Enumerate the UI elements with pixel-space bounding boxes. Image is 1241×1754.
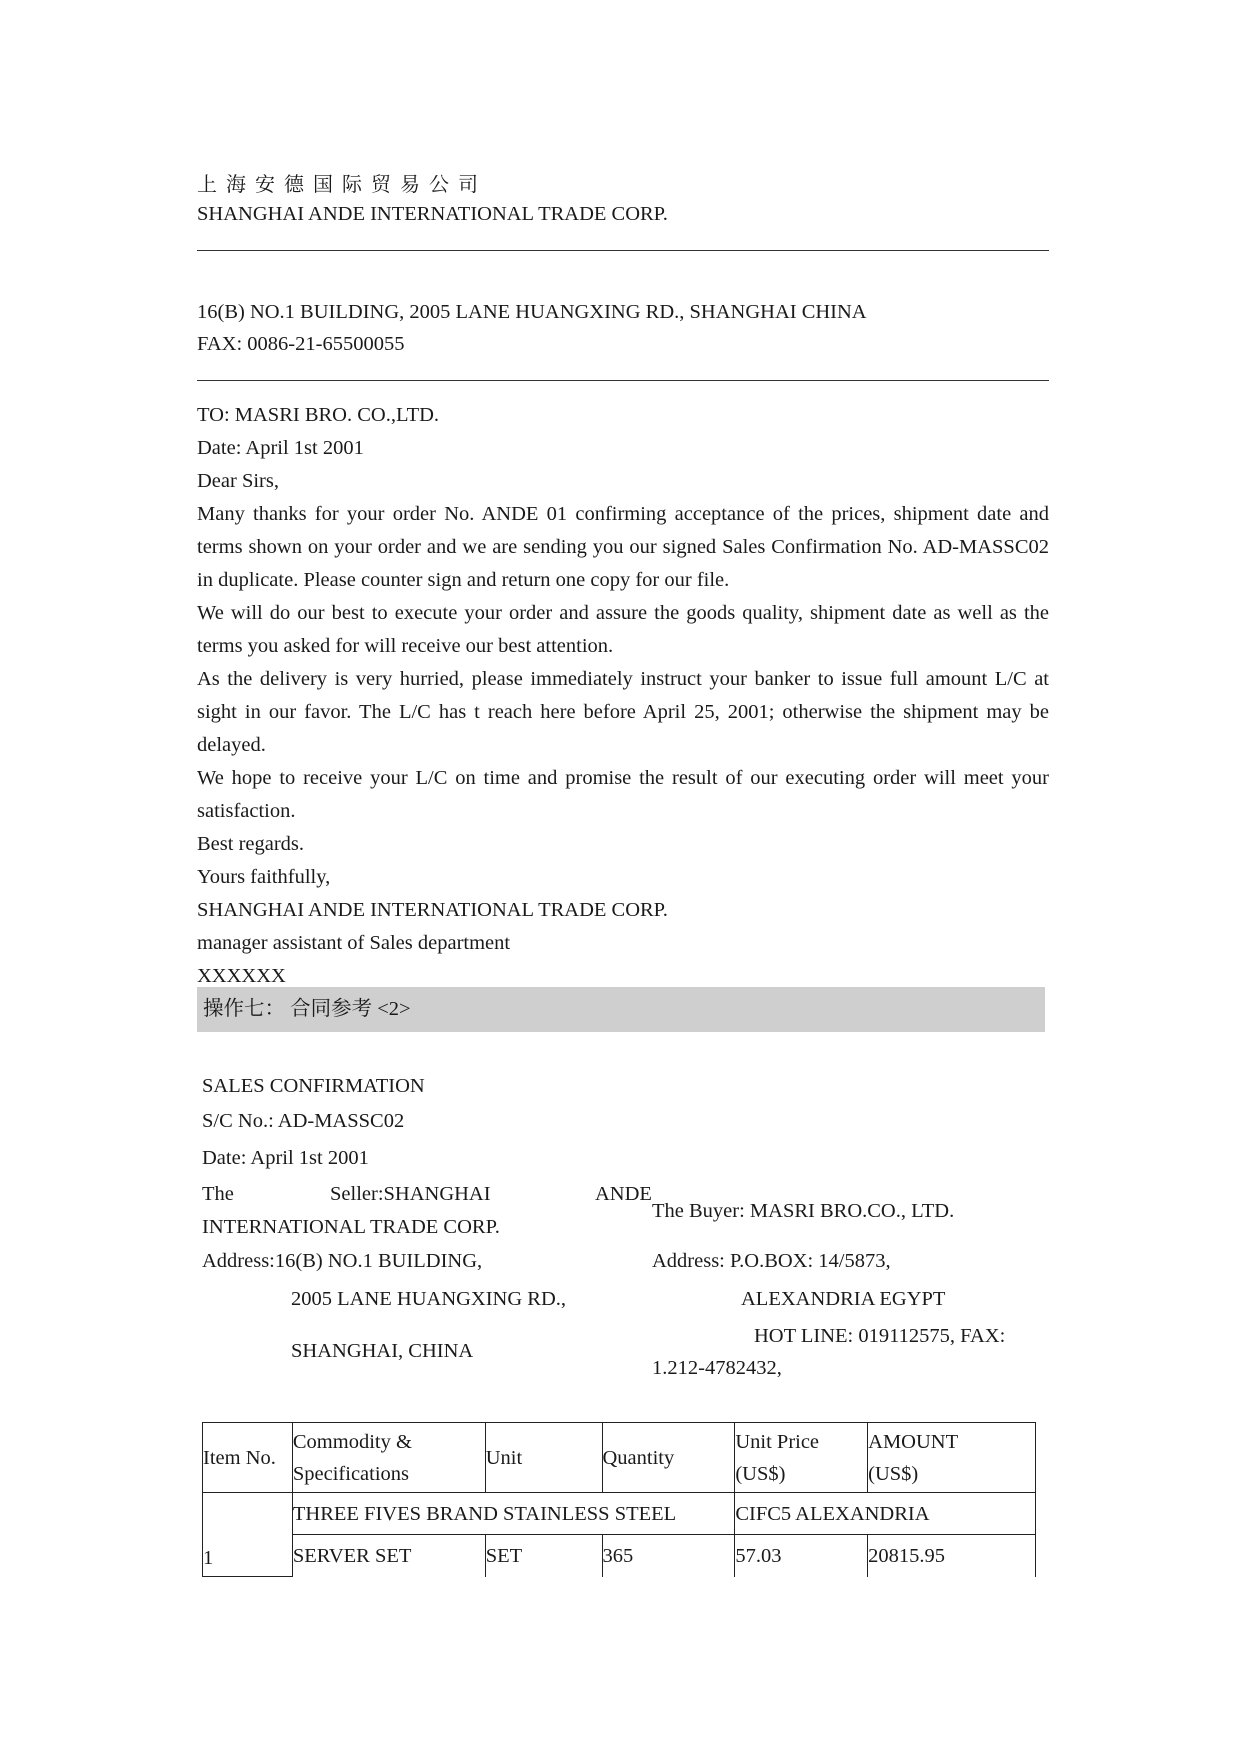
table-header-row — [203, 1423, 1036, 1493]
cell-item-no: 1 — [203, 1493, 293, 1577]
cell-amount: 20815.95 — [868, 1535, 1036, 1577]
seller-address-line2: 2005 LANE HUANGXING RD., — [291, 1288, 567, 1310]
header-unit: Unit — [485, 1423, 602, 1493]
header-commodity-line2: Specifications — [292, 1462, 410, 1485]
header-unit-price — [735, 1423, 868, 1493]
addresses-block — [202, 1245, 1047, 1385]
company-address: 16(B) NO.1 BUILDING, 2005 LANE HUANGXING RD., SHANGHAI CHINA — [197, 301, 867, 323]
signer-title: manager assistant of Sales department — [197, 932, 511, 954]
table-row — [203, 1535, 1036, 1577]
signer-company: SHANGHAI ANDE INTERNATIONAL TRADE CORP. — [197, 899, 668, 921]
letterhead-divider-top — [197, 250, 1049, 251]
letterhead-divider-bottom — [197, 380, 1049, 381]
company-fax: FAX: 0086-21-65500055 — [197, 333, 405, 355]
letter-closing: Best regards. — [197, 833, 305, 855]
table-row — [203, 1493, 1036, 1535]
buyer-address-line1: Address: P.O.BOX: 14/5873, — [652, 1250, 891, 1272]
cell-unit: SET — [485, 1535, 602, 1577]
section-banner: 操作七： 合同参考 <2> — [197, 987, 1045, 1032]
header-unit-price-line2: (US$) — [735, 1462, 786, 1485]
signer-name: XXXXXX — [197, 965, 286, 987]
cell-quantity: 365 — [602, 1535, 735, 1577]
letter-paragraph: We hope to receive your L/C on time and promise the result of our executing order will meet your satisfaction. — [197, 767, 1049, 822]
letter-paragraph: We will do our best to execute your order and assure the goods quality, shipment date as well as the terms you asked for will receive our best attention. — [197, 602, 1049, 657]
header-amount-line1: AMOUNT — [868, 1430, 959, 1453]
cell-price-terms: CIFC5 ALEXANDRIA — [735, 1493, 1036, 1535]
letter-recipient: TO: MASRI BRO. CO.,LTD. — [197, 404, 440, 426]
cell-brand-description: THREE FIVES BRAND STAINLESS STEEL — [292, 1493, 734, 1535]
seller-label-ande: ANDE — [595, 1183, 652, 1205]
header-amount — [868, 1423, 1036, 1493]
goods-table — [202, 1422, 1036, 1577]
buyer-hotline: HOT LINE: 019112575, FAX: — [754, 1325, 1006, 1347]
sc-title: SALES CONFIRMATION — [202, 1075, 425, 1097]
header-quantity: Quantity — [602, 1423, 735, 1493]
seller-label-name: Seller:SHANGHAI — [330, 1183, 491, 1205]
letter-paragraph: As the delivery is very hurried, please immediately instruct your banker to issue full amount L/C at sight in our favor. The L/C has t reach here before April 25, 2001; otherwise the shipment may be delayed. — [197, 668, 1049, 756]
cell-commodity: SERVER SET — [292, 1535, 485, 1577]
header-commodity — [292, 1423, 485, 1493]
sc-date: Date: April 1st 2001 — [202, 1147, 369, 1169]
company-name-english: SHANGHAI ANDE INTERNATIONAL TRADE CORP. — [197, 203, 668, 225]
header-amount-line2: (US$) — [868, 1462, 919, 1485]
letter-signoff: Yours faithfully, — [197, 866, 331, 888]
buyer-fax: 1.212-4782432, — [652, 1357, 782, 1379]
buyer-name: The Buyer: MASRI BRO.CO., LTD. — [652, 1200, 955, 1222]
seller-address-line1: Address:16(B) NO.1 BUILDING, — [202, 1250, 483, 1272]
header-item-no: Item No. — [203, 1423, 293, 1493]
letter-body — [197, 399, 1049, 993]
header-commodity-line1: Commodity & — [292, 1430, 412, 1453]
sc-number: S/C No.: AD-MASSC02 — [202, 1110, 405, 1132]
letter-paragraph: Many thanks for your order No. ANDE 01 confirming acceptance of the prices, shipment date and terms shown on your order and we are sending you our signed Sales Confirmation No. AD-MASSC02 in duplicate. Please counter sign and return one copy for our file. — [197, 503, 1049, 591]
header-unit-price-line1: Unit Price — [735, 1430, 820, 1453]
seller-label-the: The — [202, 1183, 234, 1205]
letter-date: Date: April 1st 2001 — [197, 437, 364, 459]
letter-salutation: Dear Sirs, — [197, 470, 279, 492]
cell-unit-price: 57.03 — [735, 1535, 868, 1577]
seller-address-line3: SHANGHAI, CHINA — [291, 1340, 474, 1362]
parties-block — [202, 1178, 1047, 1248]
seller-name-cont: INTERNATIONAL TRADE CORP. — [202, 1216, 500, 1238]
buyer-address-line2: ALEXANDRIA EGYPT — [741, 1288, 946, 1310]
company-name-chinese: 上海安德国际贸易公司 — [197, 174, 487, 196]
